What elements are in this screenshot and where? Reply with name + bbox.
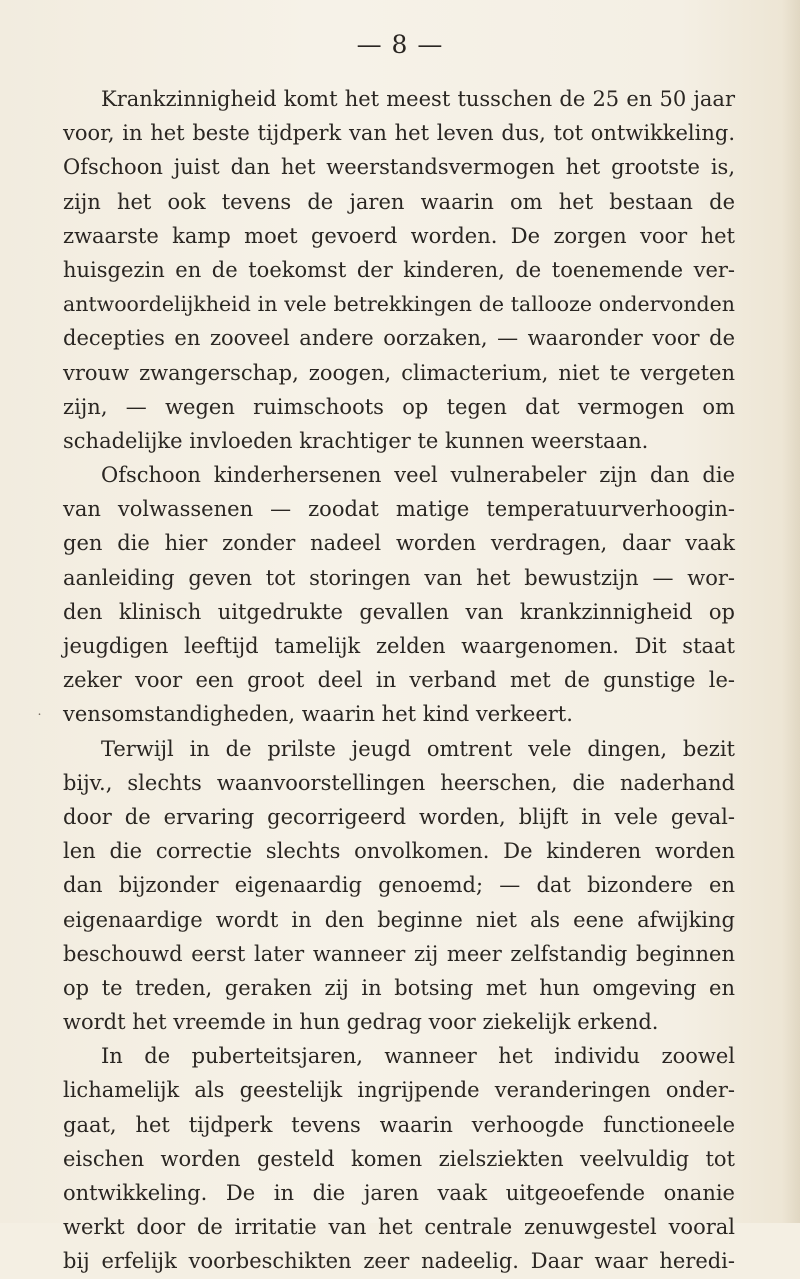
text-line: gen die hier zonder nadeel worden verdragen, daar vaak <box>63 531 735 556</box>
text-line: Terwijl in de prilste jeugd omtrent vele dingen, bezit <box>101 736 735 761</box>
text-line: antwoordelijkheid in vele betrekkingen de tallooze ondervonden <box>63 292 735 317</box>
text-line: vensomstandigheden, waarin het kind verkeert. <box>63 702 573 727</box>
text-line: bij erfelijk voorbeschikten zeer nadeelig. Daar waar heredi- <box>63 1249 735 1274</box>
text-line: len die correctie slechts onvolkomen. De kinderen worden <box>63 839 735 864</box>
text-line: huisgezin en de toekomst der kinderen, de toenemende ver- <box>63 257 735 282</box>
body-text <box>63 82 735 1279</box>
text-line: In de puberteitsjaren, wanneer het individu zoowel <box>101 1044 735 1069</box>
text-line: Ofschoon juist dan het weerstandsvermogen het grootste is, <box>63 155 735 180</box>
text-line: gaat, het tijdperk tevens waarin verhoogde functioneele <box>63 1112 735 1137</box>
margin-mark: ˙ <box>36 712 43 728</box>
page-number: — 8 — <box>356 30 444 59</box>
text-line: Krankzinnigheid komt het meest tusschen de 25 en 50 jaar <box>101 87 735 111</box>
text-line: zijn, — wegen ruimschoots op tegen dat vermogen om <box>63 394 735 419</box>
text-line: zijn het ook tevens de jaren waarin om het bestaan de <box>63 189 735 214</box>
text-line: bijv., slechts waanvoorstellingen heerschen, die naderhand <box>63 770 735 795</box>
text-line: werkt door de irritatie van het centrale zenuwgestel vooral <box>63 1215 735 1240</box>
text-line: zeker voor een groot deel in verband met de gunstige le- <box>63 668 735 693</box>
text-line: eischen worden gesteld komen zielsziekten veelvuldig tot <box>63 1146 735 1171</box>
text-line: wordt het vreemde in hun gedrag voor ziekelijk erkend. <box>63 1010 659 1035</box>
page-edge-shadow <box>782 0 800 1223</box>
text-line: Ofschoon kinderhersenen veel vulnerabeler zijn dan die <box>101 463 735 488</box>
text-line: voor, in het beste tijdperk van het leven dus, tot ontwikkeling. <box>63 121 735 146</box>
text-line: decepties en zooveel andere oorzaken, — waaronder voor de <box>63 326 735 351</box>
text-line: den klinisch uitgedrukte gevallen van krankzinnigheid op <box>63 599 735 624</box>
text-line: zwaarste kamp moet gevoerd worden. De zorgen voor het <box>63 223 735 248</box>
text-line: dan bijzonder eigenaardig genoemd; — dat bizondere en <box>63 873 735 898</box>
text-line: van volwassenen — zoodat matige temperatuurverhoogin- <box>63 497 735 522</box>
text-line: door de ervaring gecorrigeerd worden, blijft in vele geval- <box>63 804 735 829</box>
text-line: jeugdigen leeftijd tamelijk zelden waargenomen. Dit staat <box>63 634 735 658</box>
text-line: op te treden, geraken zij in botsing met hun omgeving en <box>63 975 735 1000</box>
text-line: ontwikkeling. De in die jaren vaak uitgeoefende onanie <box>63 1181 735 1205</box>
text-line: eigenaardige wordt in den beginne niet als eene afwijking <box>63 907 735 932</box>
text-line: vrouw zwangerschap, zoogen, climacterium, niet te vergeten <box>63 360 735 385</box>
text-line: lichamelijk als geestelijk ingrijpende veranderingen onder- <box>63 1078 735 1103</box>
text-line: beschouwd eerst later wanneer zij meer zelfstandig beginnen <box>63 941 735 966</box>
text-line: aanleiding geven tot storingen van het bewustzijn — wor- <box>63 565 735 590</box>
text-line: schadelijke invloeden krachtiger te kunnen weerstaan. <box>63 428 649 453</box>
